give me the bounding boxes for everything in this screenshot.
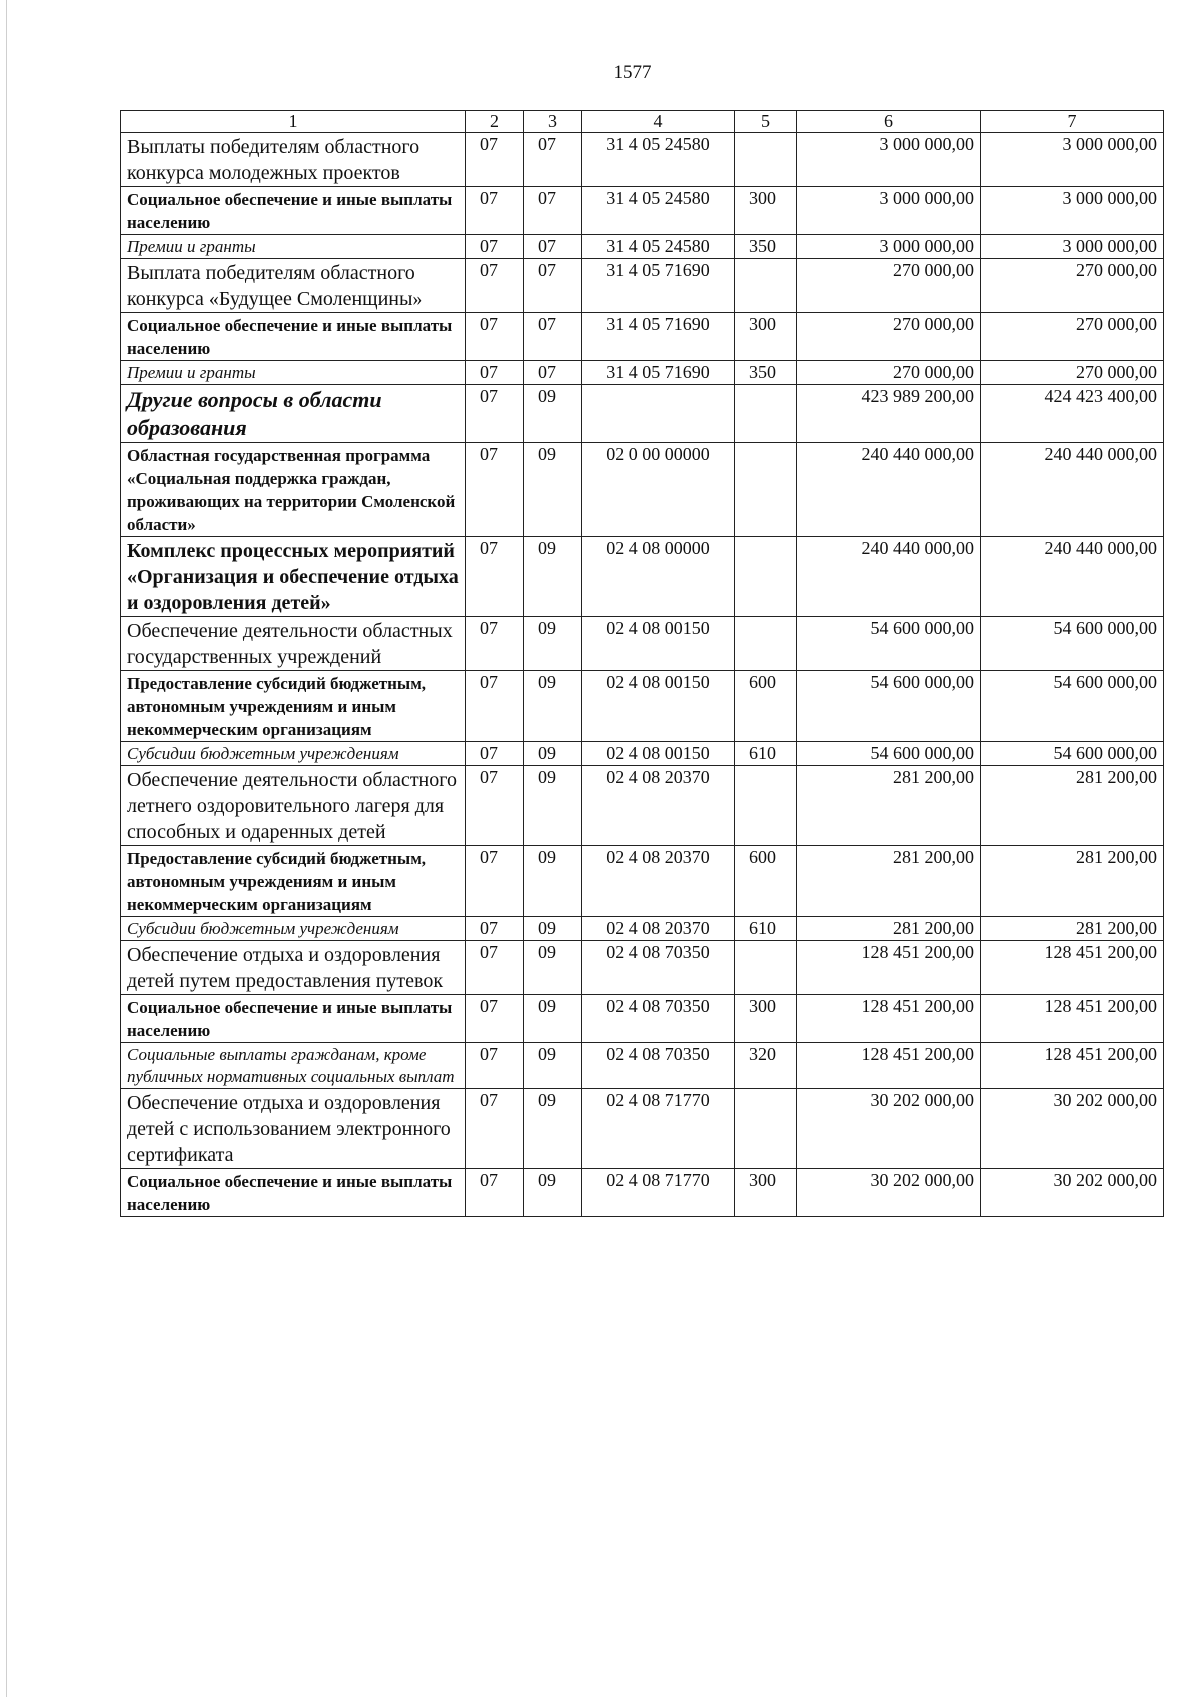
- subsection-code-cell: 07: [524, 259, 582, 313]
- target-article-cell: 02 4 08 00150: [582, 742, 735, 766]
- amount-year2-cell: 128 451 200,00: [981, 1043, 1164, 1089]
- subsection-code-cell: 07: [524, 313, 582, 361]
- amount-year1-cell: 270 000,00: [797, 259, 981, 313]
- amount-year2-cell: 270 000,00: [981, 313, 1164, 361]
- section-code-cell: 07: [466, 361, 524, 385]
- amount-year2-cell: 281 200,00: [981, 766, 1164, 846]
- target-article-cell: 31 4 05 71690: [582, 313, 735, 361]
- section-code-cell: 07: [466, 617, 524, 671]
- section-code-cell: 07: [466, 1169, 524, 1217]
- amount-year1-cell: 270 000,00: [797, 313, 981, 361]
- expense-type-cell: 610: [735, 742, 797, 766]
- target-article-cell: 31 4 05 71690: [582, 259, 735, 313]
- expense-type-cell: 610: [735, 917, 797, 941]
- target-article-cell: 31 4 05 71690: [582, 361, 735, 385]
- subsection-code-cell: 09: [524, 1043, 582, 1089]
- table-row: [121, 941, 1164, 995]
- row-name-cell: Социальное обеспечение и иные выплаты населению: [121, 1169, 466, 1217]
- expense-type-cell: [735, 133, 797, 187]
- table-row: [121, 617, 1164, 671]
- table-row: [121, 766, 1164, 846]
- section-code-cell: 07: [466, 443, 524, 537]
- expense-type-cell: [735, 766, 797, 846]
- section-code-cell: 07: [466, 917, 524, 941]
- section-code-cell: 07: [466, 846, 524, 917]
- amount-year1-cell: 128 451 200,00: [797, 941, 981, 995]
- amount-year2-cell: 54 600 000,00: [981, 671, 1164, 742]
- amount-year2-cell: 128 451 200,00: [981, 941, 1164, 995]
- row-name-cell: Социальное обеспечение и иные выплаты населению: [121, 187, 466, 235]
- section-code-cell: 07: [466, 537, 524, 617]
- section-code-cell: 07: [466, 1043, 524, 1089]
- section-code-cell: 07: [466, 1089, 524, 1169]
- subsection-code-cell: 09: [524, 766, 582, 846]
- amount-year2-cell: 281 200,00: [981, 917, 1164, 941]
- amount-year2-cell: 3 000 000,00: [981, 235, 1164, 259]
- table-row: [121, 995, 1164, 1043]
- target-article-cell: 02 4 08 20370: [582, 766, 735, 846]
- amount-year1-cell: 240 440 000,00: [797, 537, 981, 617]
- scan-margin-line: [6, 0, 7, 1697]
- table-row: [121, 742, 1164, 766]
- subsection-code-cell: 07: [524, 187, 582, 235]
- expense-type-cell: [735, 385, 797, 443]
- row-name-cell: Комплекс процессных мероприятий «Организация и обеспечение отдыха и оздоровления детей»: [121, 537, 466, 617]
- table-row: [121, 443, 1164, 537]
- table-row: [121, 385, 1164, 443]
- section-code-cell: 07: [466, 766, 524, 846]
- table-row: [121, 1043, 1164, 1089]
- row-name-cell: Социальное обеспечение и иные выплаты населению: [121, 313, 466, 361]
- subsection-code-cell: 09: [524, 742, 582, 766]
- subsection-code-cell: 09: [524, 617, 582, 671]
- row-name-cell: Предоставление субсидий бюджетным, автономным учреждениям и иным некоммерческим организациям: [121, 846, 466, 917]
- amount-year2-cell: 240 440 000,00: [981, 443, 1164, 537]
- expense-type-cell: 600: [735, 671, 797, 742]
- subsection-code-cell: 09: [524, 995, 582, 1043]
- subsection-code-cell: 07: [524, 361, 582, 385]
- expense-type-cell: [735, 259, 797, 313]
- amount-year1-cell: 270 000,00: [797, 361, 981, 385]
- header-cell: 6: [797, 111, 981, 133]
- target-article-cell: 02 4 08 00150: [582, 617, 735, 671]
- subsection-code-cell: 09: [524, 1169, 582, 1217]
- expense-type-cell: 300: [735, 187, 797, 235]
- subsection-code-cell: 09: [524, 443, 582, 537]
- table-row: [121, 537, 1164, 617]
- subsection-code-cell: 09: [524, 537, 582, 617]
- target-article-cell: 02 4 08 00000: [582, 537, 735, 617]
- row-name-cell: Обеспечение отдыха и оздоровления детей с использованием электронного сертификата: [121, 1089, 466, 1169]
- amount-year2-cell: 270 000,00: [981, 361, 1164, 385]
- target-article-cell: 31 4 05 24580: [582, 133, 735, 187]
- subsection-code-cell: 09: [524, 385, 582, 443]
- amount-year1-cell: 54 600 000,00: [797, 742, 981, 766]
- expense-type-cell: [735, 443, 797, 537]
- header-cell: 5: [735, 111, 797, 133]
- header-row: [121, 111, 1164, 133]
- subsection-code-cell: 09: [524, 917, 582, 941]
- subsection-code-cell: 09: [524, 1089, 582, 1169]
- table-body: [121, 111, 1164, 1217]
- row-name-cell: Социальное обеспечение и иные выплаты населению: [121, 995, 466, 1043]
- expense-type-cell: [735, 941, 797, 995]
- target-article-cell: 02 4 08 00150: [582, 671, 735, 742]
- row-name-cell: Другие вопросы в области образования: [121, 385, 466, 443]
- table-row: [121, 671, 1164, 742]
- amount-year2-cell: 424 423 400,00: [981, 385, 1164, 443]
- section-code-cell: 07: [466, 259, 524, 313]
- target-article-cell: 31 4 05 24580: [582, 187, 735, 235]
- amount-year1-cell: 54 600 000,00: [797, 617, 981, 671]
- section-code-cell: 07: [466, 742, 524, 766]
- target-article-cell: 02 4 08 71770: [582, 1089, 735, 1169]
- amount-year2-cell: 30 202 000,00: [981, 1169, 1164, 1217]
- table-row: [121, 1089, 1164, 1169]
- table-row: [121, 361, 1164, 385]
- row-name-cell: Обеспечение деятельности областных государственных учреждений: [121, 617, 466, 671]
- amount-year2-cell: 3 000 000,00: [981, 133, 1164, 187]
- subsection-code-cell: 07: [524, 133, 582, 187]
- subsection-code-cell: 07: [524, 235, 582, 259]
- amount-year1-cell: 3 000 000,00: [797, 187, 981, 235]
- row-name-cell: Выплата победителям областного конкурса «Будущее Смоленщины»: [121, 259, 466, 313]
- amount-year1-cell: 281 200,00: [797, 846, 981, 917]
- expense-type-cell: 300: [735, 995, 797, 1043]
- row-name-cell: Выплаты победителям областного конкурса молодежных проектов: [121, 133, 466, 187]
- target-article-cell: 02 4 08 20370: [582, 846, 735, 917]
- expense-type-cell: 300: [735, 1169, 797, 1217]
- expense-type-cell: 320: [735, 1043, 797, 1089]
- expense-type-cell: 350: [735, 361, 797, 385]
- section-code-cell: 07: [466, 941, 524, 995]
- section-code-cell: 07: [466, 995, 524, 1043]
- target-article-cell: [582, 385, 735, 443]
- row-name-cell: Премии и гранты: [121, 235, 466, 259]
- page-number: 1577: [613, 62, 652, 83]
- row-name-cell: Субсидии бюджетным учреждениям: [121, 742, 466, 766]
- section-code-cell: 07: [466, 187, 524, 235]
- amount-year1-cell: 240 440 000,00: [797, 443, 981, 537]
- amount-year2-cell: 30 202 000,00: [981, 1089, 1164, 1169]
- amount-year1-cell: 54 600 000,00: [797, 671, 981, 742]
- row-name-cell: Субсидии бюджетным учреждениям: [121, 917, 466, 941]
- target-article-cell: 02 4 08 70350: [582, 1043, 735, 1089]
- header-cell: 1: [121, 111, 466, 133]
- expense-type-cell: [735, 537, 797, 617]
- amount-year2-cell: 3 000 000,00: [981, 187, 1164, 235]
- table-row: [121, 133, 1164, 187]
- amount-year1-cell: 30 202 000,00: [797, 1089, 981, 1169]
- amount-year2-cell: 240 440 000,00: [981, 537, 1164, 617]
- amount-year1-cell: 128 451 200,00: [797, 995, 981, 1043]
- table-row: [121, 313, 1164, 361]
- amount-year2-cell: 128 451 200,00: [981, 995, 1164, 1043]
- expense-type-cell: 300: [735, 313, 797, 361]
- target-article-cell: 31 4 05 24580: [582, 235, 735, 259]
- expense-type-cell: 600: [735, 846, 797, 917]
- subsection-code-cell: 09: [524, 846, 582, 917]
- row-name-cell: Премии и гранты: [121, 361, 466, 385]
- table-row: [121, 917, 1164, 941]
- section-code-cell: 07: [466, 671, 524, 742]
- row-name-cell: Предоставление субсидий бюджетным, автономным учреждениям и иным некоммерческим организациям: [121, 671, 466, 742]
- target-article-cell: 02 4 08 70350: [582, 941, 735, 995]
- row-name-cell: Обеспечение отдыха и оздоровления детей путем предоставления путевок: [121, 941, 466, 995]
- amount-year1-cell: 3 000 000,00: [797, 235, 981, 259]
- table-row: [121, 846, 1164, 917]
- row-name-cell: Обеспечение деятельности областного летнего оздоровительного лагеря для способных и одаренных детей: [121, 766, 466, 846]
- expense-type-cell: [735, 617, 797, 671]
- table-row: [121, 259, 1164, 313]
- table-row: [121, 187, 1164, 235]
- table-row: [121, 235, 1164, 259]
- target-article-cell: 02 4 08 70350: [582, 995, 735, 1043]
- row-name-cell: Социальные выплаты гражданам, кроме публичных нормативных социальных выплат: [121, 1043, 466, 1089]
- section-code-cell: 07: [466, 385, 524, 443]
- section-code-cell: 07: [466, 133, 524, 187]
- amount-year1-cell: 128 451 200,00: [797, 1043, 981, 1089]
- amount-year2-cell: 281 200,00: [981, 846, 1164, 917]
- target-article-cell: 02 4 08 20370: [582, 917, 735, 941]
- budget-table: [120, 110, 1164, 1217]
- target-article-cell: 02 0 00 00000: [582, 443, 735, 537]
- subsection-code-cell: 09: [524, 671, 582, 742]
- amount-year1-cell: 30 202 000,00: [797, 1169, 981, 1217]
- amount-year1-cell: 281 200,00: [797, 917, 981, 941]
- amount-year2-cell: 54 600 000,00: [981, 742, 1164, 766]
- section-code-cell: 07: [466, 235, 524, 259]
- header-cell: 4: [582, 111, 735, 133]
- amount-year1-cell: 423 989 200,00: [797, 385, 981, 443]
- amount-year1-cell: 281 200,00: [797, 766, 981, 846]
- subsection-code-cell: 09: [524, 941, 582, 995]
- expense-type-cell: [735, 1089, 797, 1169]
- header-cell: 3: [524, 111, 582, 133]
- expense-type-cell: 350: [735, 235, 797, 259]
- amount-year2-cell: 54 600 000,00: [981, 617, 1164, 671]
- header-cell: 2: [466, 111, 524, 133]
- target-article-cell: 02 4 08 71770: [582, 1169, 735, 1217]
- amount-year1-cell: 3 000 000,00: [797, 133, 981, 187]
- amount-year2-cell: 270 000,00: [981, 259, 1164, 313]
- table-row: [121, 1169, 1164, 1217]
- header-cell: 7: [981, 111, 1164, 133]
- section-code-cell: 07: [466, 313, 524, 361]
- row-name-cell: Областная государственная программа «Социальная поддержка граждан, проживающих на территории Смоленской области»: [121, 443, 466, 537]
